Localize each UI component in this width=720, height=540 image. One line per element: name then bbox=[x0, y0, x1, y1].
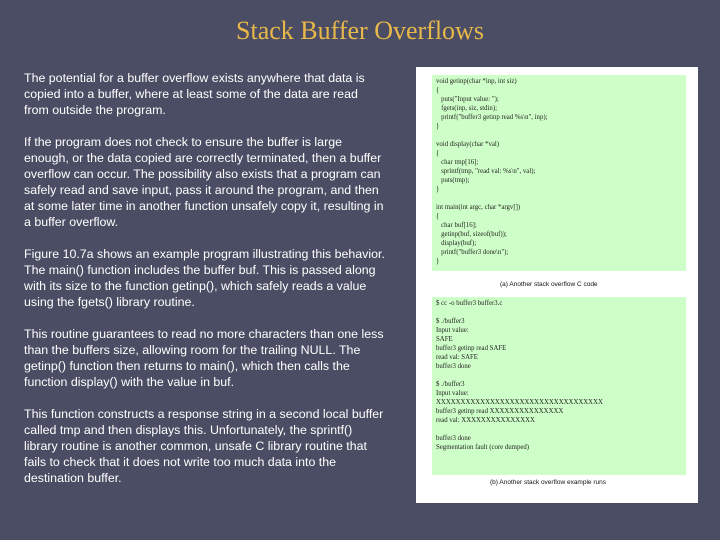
paragraph-3: Figure 10.7a shows an example program illustrating this behavior. The main() function includes the buffer buf. This is passed along with its size to the function getinp(), which safely reads a value using the fgets() library routine. bbox=[24, 247, 385, 309]
paragraph-2: If the program does not check to ensure the buffer is large enough, or the data copied are correctly terminated, then a buffer overflow can occur. The possibility also exists that a program can safely read and save input, pass it around the program, and then at some later time in another function unsafely copy it, resulting in a buffer overflow. bbox=[24, 135, 384, 229]
slide-title: Stack Buffer Overflows bbox=[236, 16, 484, 45]
code-listing-c: void getinp(char *inp, int siz) { puts("Input value: "); fgets(inp, siz, stdin); printf("buffer3 getinp read %s\n", inp); } void display(char *val) { char tmp[16]; sprintf(tmp, "read val: %s\n", val); puts(tmp); } int main(int argc, char *argv[]) { char buf[16]; getinp(buf, sizeof(buf)); display(buf); printf("buffer3 done\n"); } bbox=[432, 75, 686, 271]
paragraph-1: The potential for a buffer overflow exists anywhere that data is copied into a buffer, where at least some of the data are read from outside the program. bbox=[24, 71, 365, 117]
paragraph-4: This routine guarantees to read no more characters than one less than the buffers size, allowing room for the trailing NULL. The getinp() function then returns to main(), which then calls the function display() with the value in buf. bbox=[24, 327, 384, 389]
body-text bbox=[24, 70, 386, 502]
caption-a: (a) Another stack overflow C code bbox=[500, 281, 598, 288]
caption-b: (b) Another stack overflow example runs bbox=[490, 479, 606, 486]
paragraph-5: This function constructs a response string in a second local buffer called tmp and then displays this. Unfortunately, the sprintf() library routine is another common, unsafe C library routine that fails to check that it does not write too much data into the destination buffer. bbox=[24, 407, 384, 485]
code-figure bbox=[416, 67, 698, 503]
code-listing-runs: $ cc -o buffer3 buffer3.c $ ./buffer3 Input value: SAFE buffer3 getinp read SAFE read val: SAFE buffer3 done $ ./buffer3 Input value: XXXXXXXXXXXXXXXXXXXXXXXXXXXXXXXXXX buffer3 getinp read XXXXXXXXXXXXXXX read val: XXXXXXXXXXXXXXX buffer3 done Segmentation fault (core dumped) bbox=[432, 297, 686, 475]
